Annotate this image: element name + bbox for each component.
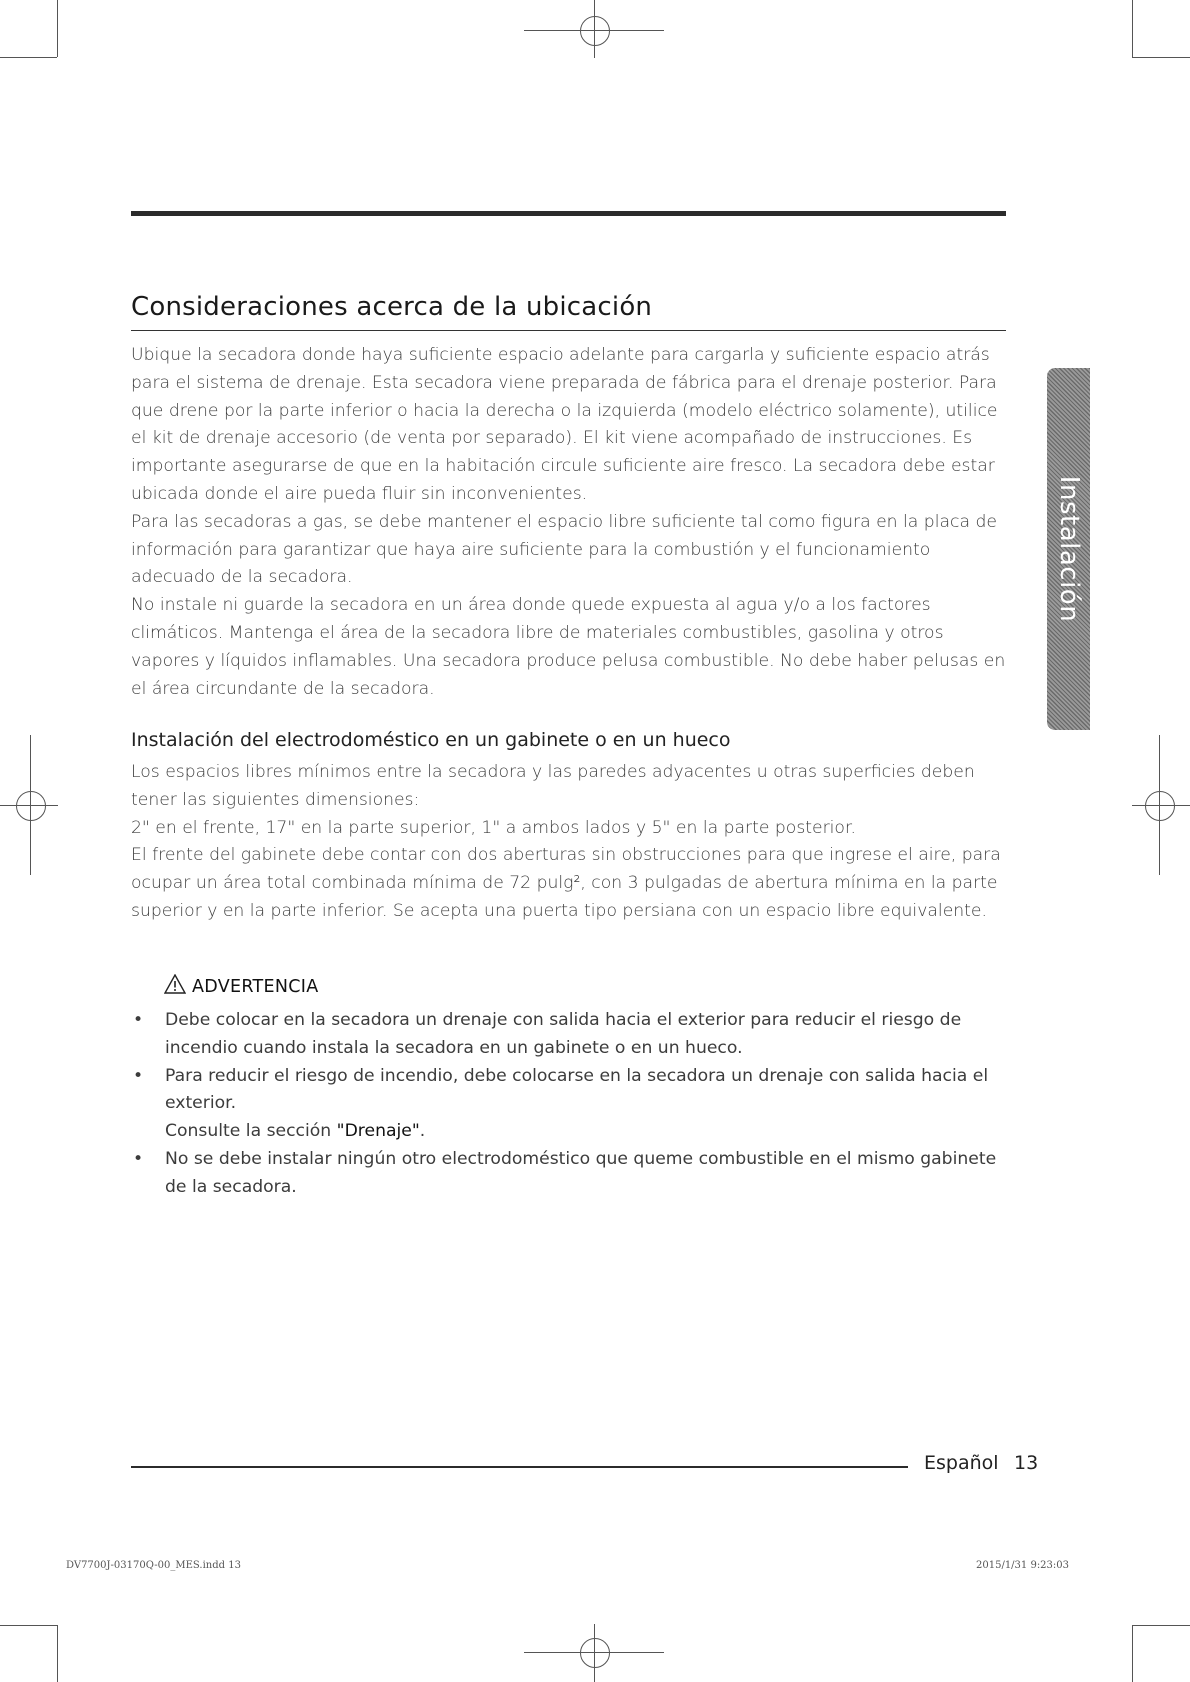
warning-note — [165, 1118, 1011, 1146]
print-slug-date: 2015/1/31 9:23:03 — [976, 1560, 1070, 1571]
note-suffix: . — [419, 1121, 426, 1142]
chapter-side-tab[interactable] — [1047, 368, 1090, 730]
registration-mark-bottom-circle — [580, 1638, 610, 1668]
warning-heading — [164, 974, 319, 999]
crop-mark-bottom-left-h — [0, 1625, 57, 1626]
crop-mark-top-right-h — [1132, 57, 1190, 58]
warning-item-text: No se debe instalar ningún otro electrodoméstico que queme combustible en el mismo gabinete de la secadora. — [165, 1148, 997, 1197]
warning-triangle-icon — [164, 974, 186, 999]
crop-mark-top-left-h — [0, 57, 57, 58]
warning-label: ADVERTENCIA — [192, 976, 319, 997]
warning-item-text: Debe colocar en la secadora un drenaje con salida hacia el exterior para reducir el riesgo de incendio cuando instala la secadora en un gabinete o en un hueco. — [165, 1010, 962, 1058]
warning-item-3 — [131, 1146, 1011, 1202]
footer-language: Español — [924, 1452, 999, 1474]
registration-mark-left-circle — [16, 791, 46, 821]
crop-mark-bottom-right-v — [1132, 1625, 1133, 1682]
crop-mark-bottom-right-h — [1132, 1625, 1190, 1626]
bullet-dot-icon: • — [133, 1148, 144, 1169]
print-slug-file: DV7700J-03170Q-00_MES.indd 13 — [66, 1560, 241, 1571]
crop-mark-top-right-v — [1132, 0, 1133, 57]
section-paragraph-3: El frente del gabinete debe contar con dos aberturas sin obstrucciones para que ingrese el aire, para ocupar un área total combinada mínima de 72 pulg², con 3 pulgadas de abertura mínima en la parte superior y en la parte inferior. Se acepta una puerta tipo persiana con un espacio libre equivalente. — [131, 845, 1001, 921]
warning-item-1 — [131, 1007, 1011, 1063]
footer-rule — [131, 1466, 908, 1468]
intro-paragraph-3: No instale ni guarde la secadora en un área donde quede expuesta al agua y/o a los factores climáticos. Mantenga el área de la secadora libre de materiales combustibles, gasolina y otros vapores y líquidos inflamables. Una secadora produce pelusa combustible. No debe haber pelusas en el área circundante de la secadora. — [131, 595, 1006, 699]
registration-mark-top-circle — [580, 16, 610, 46]
bullet-dot-icon: • — [133, 1010, 144, 1030]
warning-item-text: Para reducir el riesgo de incendio, debe colocarse en la secadora un drenaje con salida hacia el exterior. — [165, 1065, 989, 1114]
section-subheading: Instalación del electrodoméstico en un gabinete o en un hueco — [131, 729, 731, 751]
intro-text — [131, 342, 1011, 703]
bullet-dot-icon: • — [133, 1065, 144, 1086]
header-rule — [131, 211, 1006, 216]
intro-paragraph-1: Ubique la secadora donde haya suficiente espacio adelante para cargarla y suficiente espacio atrás para el sistema de drenaje. Esta secadora viene preparada de fábrica para el drenaje posterior. Para que drene por la parte inferior o hacia la derecha o la izquierda (modelo eléctrico solamente), utilice el kit de drenaje accesorio (de venta por separado). El kit viene acompañado de instrucciones. Es importante asegurarse de que en la habitación circule suficiente aire fresco. La secadora debe estar ubicada donde el aire pueda fluir sin inconvenientes. — [131, 345, 998, 504]
section-paragraph-2: 2" en el frente, 17" en la parte superior, 1" a ambos lados y 5" en la parte posterior. — [131, 817, 856, 838]
section-paragraph-1: Los espacios libres mínimos entre la secadora y las paredes adyacentes u otras superficies deben tener las siguientes dimensiones: — [131, 762, 975, 810]
intro-paragraph-2: Para las secadoras a gas, se debe mantener el espacio libre suficiente tal como figura en la placa de información para garantizar que haya aire suficiente para la combustión y el funcionamiento adecuado de la secadora. — [131, 511, 997, 588]
crop-mark-top-left-v — [57, 0, 58, 57]
warning-list — [131, 1007, 1011, 1202]
page-number: 13 — [1014, 1452, 1039, 1474]
crop-mark-bottom-left-v — [57, 1625, 58, 1682]
drenaje-reference-link[interactable]: "Drenaje" — [336, 1121, 420, 1142]
registration-mark-right-circle — [1145, 791, 1175, 821]
page-title: Consideraciones acerca de la ubicación — [131, 292, 1006, 331]
chapter-side-tab-label: Instalación — [1053, 475, 1084, 623]
note-prefix: Consulte la sección — [165, 1121, 337, 1142]
section-text — [131, 759, 1011, 926]
warning-item-2 — [131, 1063, 1011, 1146]
